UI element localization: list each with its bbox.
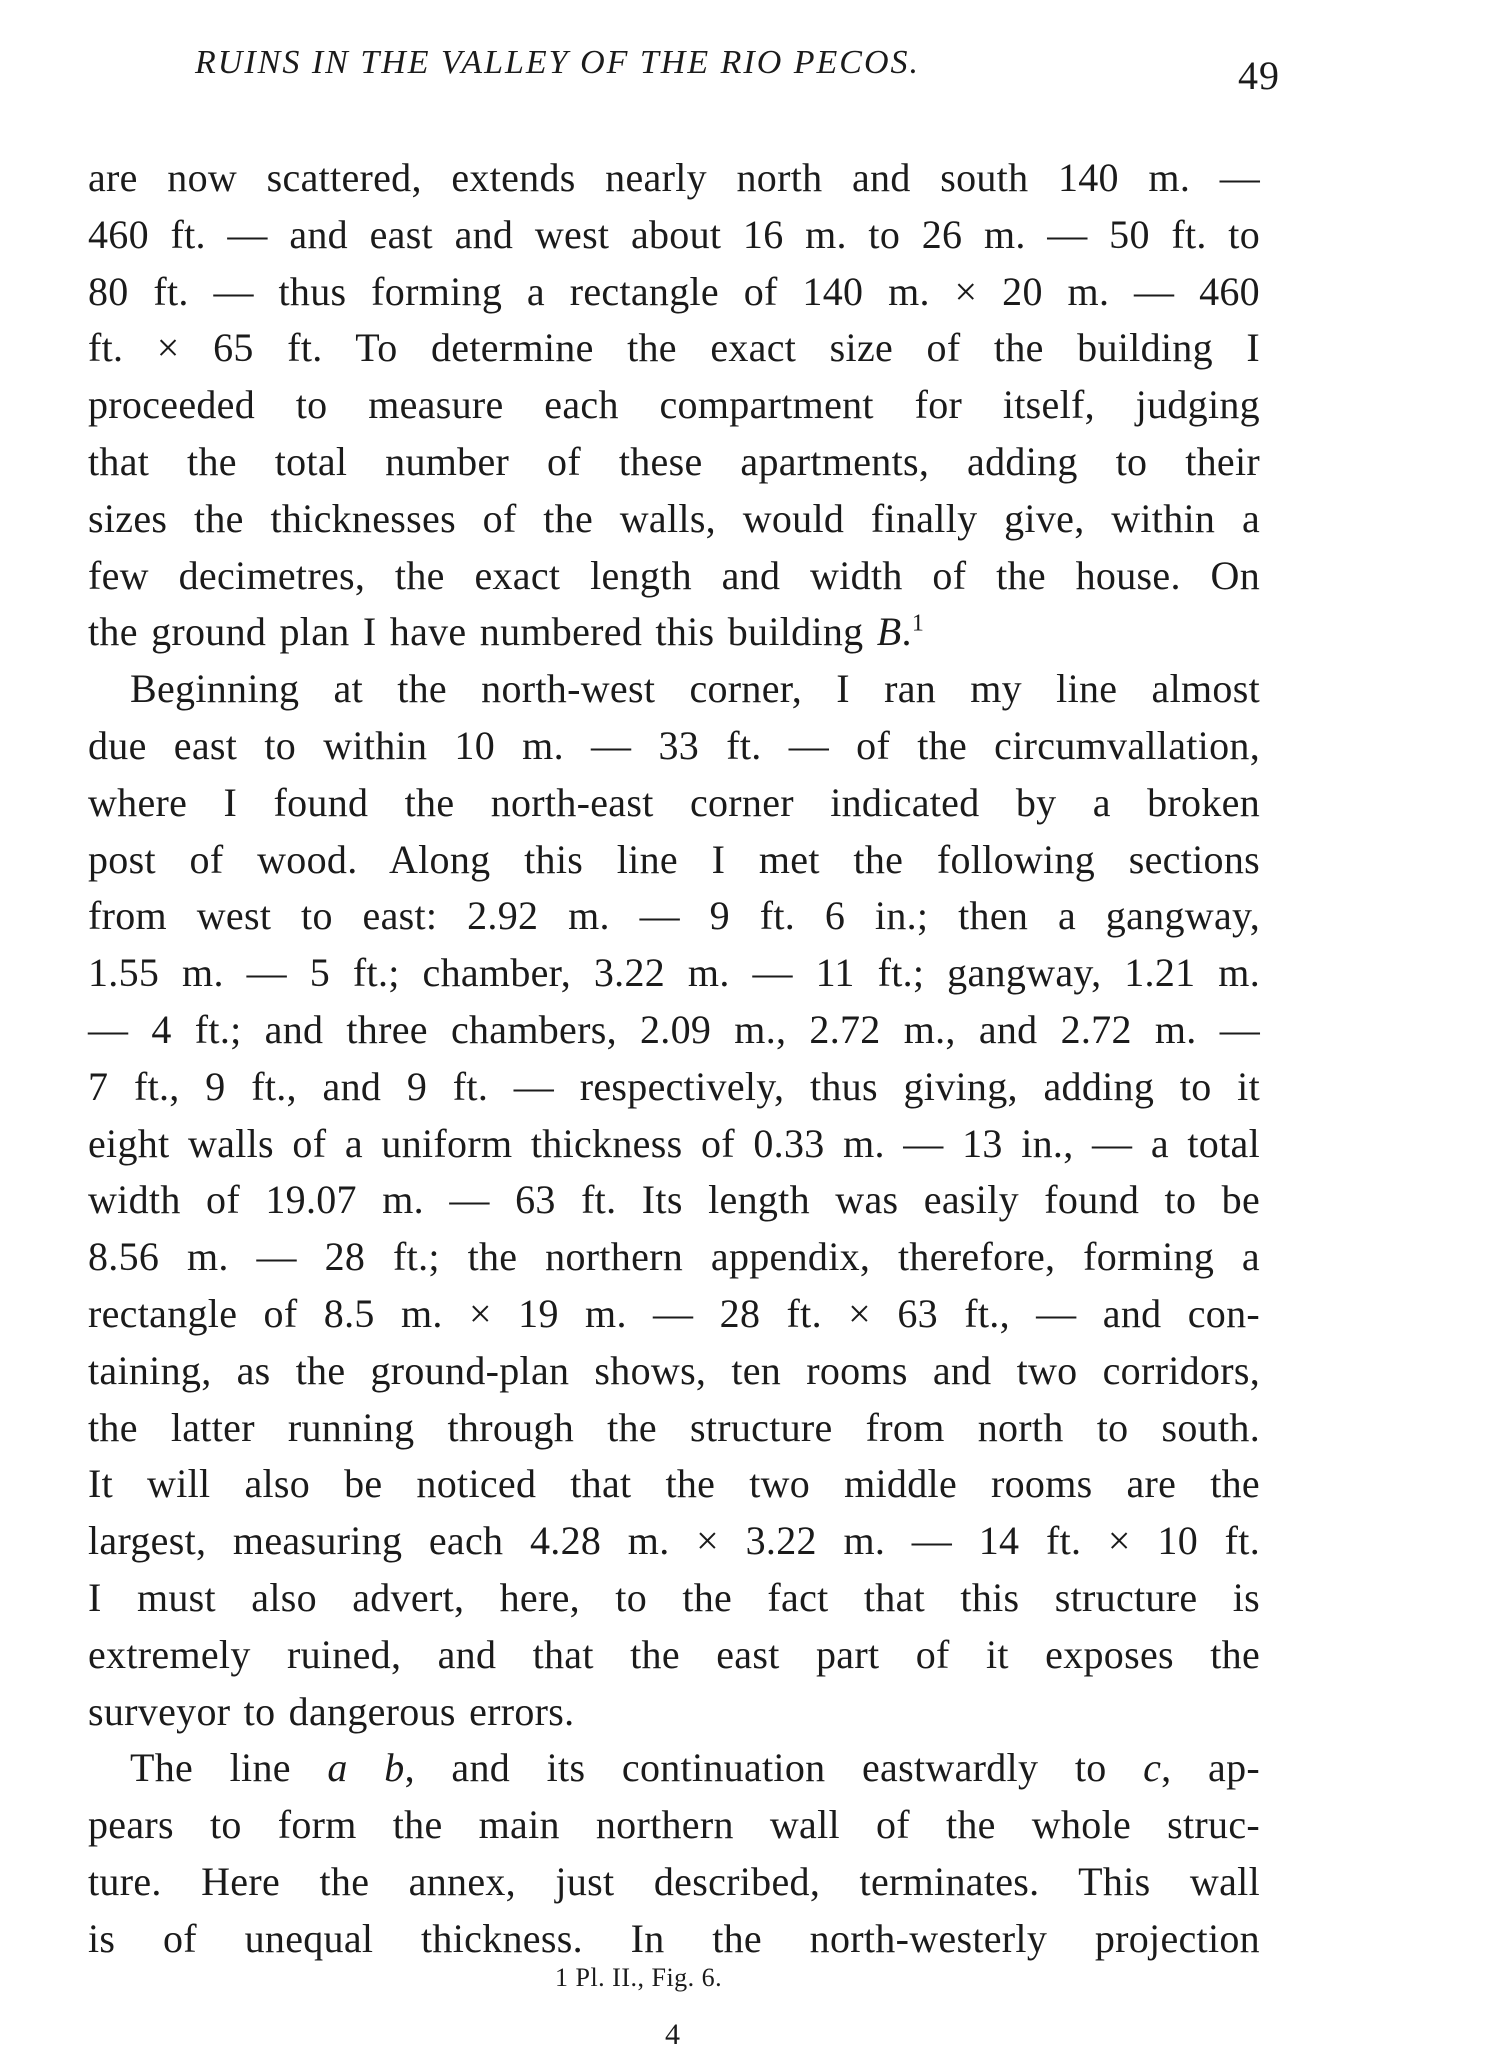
text-line: pears to form the main northern wall of the whole struc- — [88, 1802, 1260, 1848]
text-line: are now scattered, extends nearly north and south 140 m. — — [88, 155, 1260, 200]
text-line-content: the ground plan I have numbered this building B. — [88, 609, 912, 655]
text-line: width of 19.07 m. — 63 ft. Its length was easily found to be — [88, 1177, 1260, 1223]
text-line: from west to east: 2.92 m. — 9 ft. 6 in.; then a gangway, — [88, 893, 1260, 939]
text-line: ft. × 65 ft. To determine the exact size of the building I — [88, 325, 1260, 371]
text-line: 1.55 m. — 5 ft.; chamber, 3.22 m. — 11 ft.; gangway, 1.21 m. — [88, 950, 1260, 996]
text-line: due east to within 10 m. — 33 ft. — of the circumvallation, — [88, 722, 1260, 768]
footnote: 1 Pl. II., Fig. 6. — [555, 1963, 723, 1992]
text-line: — 4 ft.; and three chambers, 2.09 m., 2.72 m., and 2.72 m. — — [88, 1006, 1260, 1052]
text-line: 80 ft. — thus forming a rectangle of 140 m. × 20 m. — 460 — [88, 268, 1260, 314]
text-line: largest, measuring each 4.28 m. × 3.22 m. — 14 ft. × 10 ft. — [88, 1518, 1260, 1564]
text-line: where I found the north-east corner indicated by a broken — [88, 779, 1260, 825]
page-number: 49 — [1238, 53, 1280, 98]
running-title: RUINS IN THE VALLEY OF THE RIO PECOS. — [195, 44, 921, 81]
text-line: the latter running through the structure from north to south. — [88, 1404, 1260, 1450]
text-line: taining, as the ground-plan shows, ten rooms and two corridors, — [88, 1347, 1260, 1393]
text-line: The line a b, and its continuation eastwardly to c, ap- — [130, 1745, 1261, 1791]
text-line: that the total number of these apartments, adding to their — [88, 438, 1260, 484]
text-line: eight walls of a uniform thickness of 0.33 m. — 13 in., — a total — [88, 1120, 1260, 1166]
line-letter: a b — [327, 1745, 405, 1791]
text-line: surveyor to dangerous errors. — [88, 1688, 575, 1734]
text-line: 8.56 m. — 28 ft.; the northern appendix, therefore, forming a — [88, 1234, 1260, 1280]
paragraph-3 — [88, 1740, 1260, 1967]
text-line: extremely ruined, and that the east part of it exposes the — [88, 1631, 1260, 1677]
body-text — [88, 150, 1260, 1968]
text-line — [88, 604, 1260, 661]
text-line: It will also be noticed that the two middle rooms are the — [88, 1461, 1260, 1507]
line-letter: c — [1143, 1745, 1162, 1791]
paragraph-1 — [88, 150, 1260, 661]
footnote-reference: 1 — [911, 611, 925, 638]
text-line: few decimetres, the exact length and width of the house. On — [88, 552, 1260, 598]
text-line: Beginning at the north-west corner, I ran my line almost — [130, 666, 1260, 712]
text-line: 7 ft., 9 ft., and 9 ft. — respectively, thus giving, adding to it — [88, 1063, 1260, 1109]
text-line: I must also advert, here, to the fact that this structure is — [88, 1574, 1260, 1620]
text-line: sizes the thicknesses of the walls, would finally give, within a — [88, 495, 1260, 541]
text-line: 460 ft. — and east and west about 16 m. to 26 m. — 50 ft. to — [88, 211, 1260, 257]
text-line: rectangle of 8.5 m. × 19 m. — 28 ft. × 63 ft., — and con- — [88, 1290, 1260, 1336]
text-line: is of unequal thickness. In the north-westerly projection — [88, 1915, 1260, 1961]
running-head — [195, 44, 1280, 98]
text-line: ture. Here the annex, just described, terminates. This wall — [88, 1858, 1260, 1904]
paragraph-2 — [88, 661, 1260, 1740]
text-line: post of wood. Along this line I met the following sections — [88, 836, 1260, 882]
building-letter: B — [876, 609, 902, 655]
text-line: proceeded to measure each compartment for itself, judging — [88, 382, 1260, 428]
signature-mark: 4 — [665, 2018, 680, 2051]
